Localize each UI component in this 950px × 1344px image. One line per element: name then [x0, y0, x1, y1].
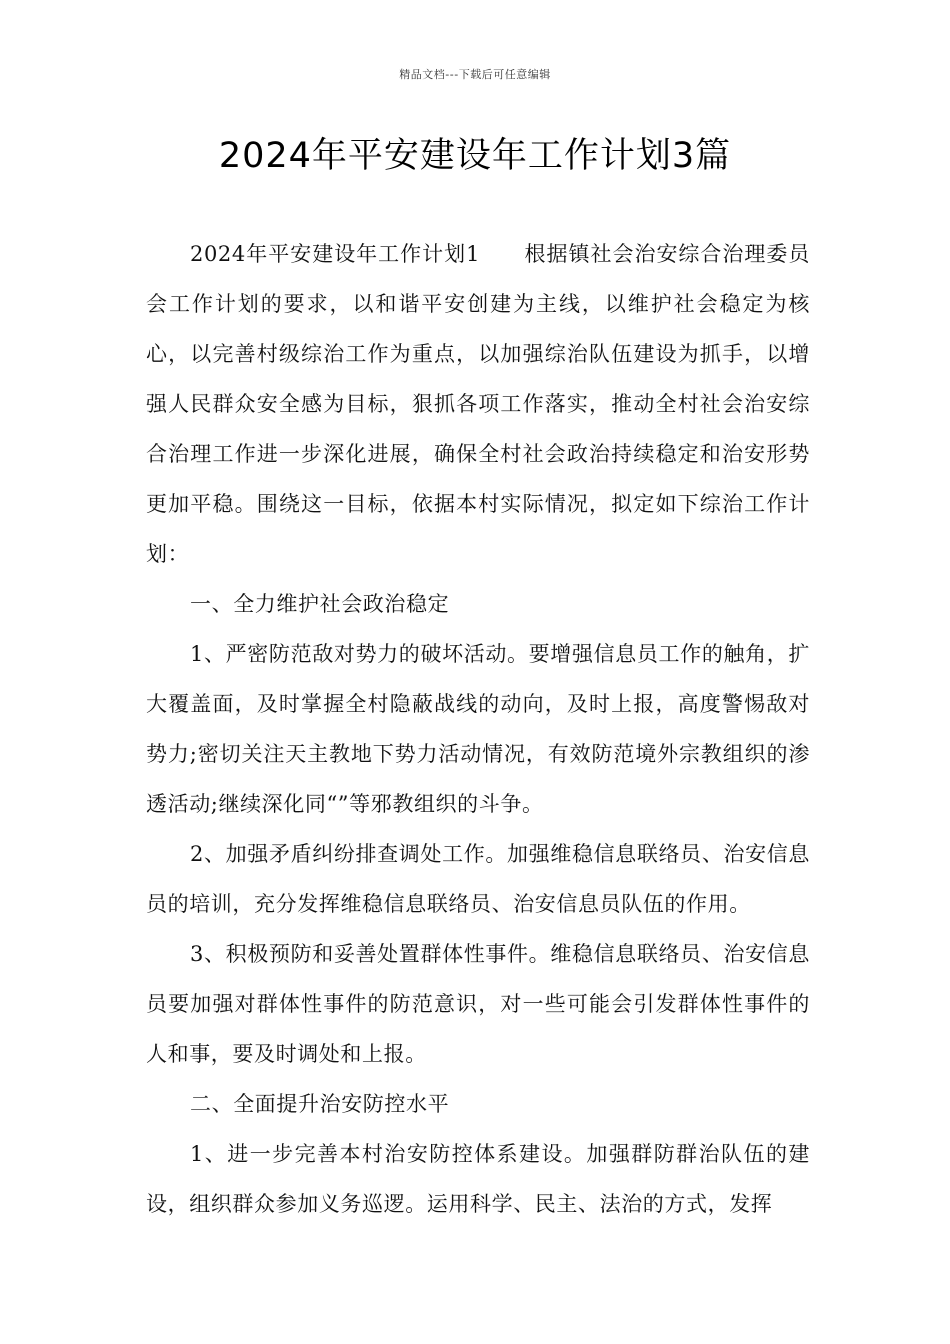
paragraph-1-1: 1、严密防范敌对势力的破坏活动。要增强信息员工作的触角，扩大覆盖面，及时掌握全村隐蔽战线的动向，及时上报，高度警惕敌对势力;密切关注天主教地下势力活动情况，有效防范境外宗教组织的渗透活动;继续深化同“”等邪教组织的斗争。 — [146, 642, 810, 816]
document-title: 2024年平安建设年工作计划3篇 — [218, 136, 732, 176]
intro-lead: 2024年平安建设年工作计划1 — [190, 242, 481, 266]
intro-paragraph — [146, 229, 810, 579]
section-heading-2: 二、全面提升治安防控水平 — [190, 1092, 450, 1116]
document-body — [146, 229, 810, 1229]
paragraph-1-2: 2、加强矛盾纠纷排查调处工作。加强维稳信息联络员、治安信息员的培训，充分发挥维稳信息联络员、治安信息员队伍的作用。 — [146, 842, 810, 916]
header-note: 精品文档---下载后可任意编辑 — [399, 68, 551, 81]
intro-text: 根据镇社会治安综合治理委员会工作计划的要求，以和谐平安创建为主线，以维护社会稳定为核心，以完善村级综治工作为重点，以加强综治队伍建设为抓手，以增强人民群众安全感为目标，狠抓各项工作落实，推动全村社会治安综合治理工作进一步深化进展，确保全村社会政治持续稳定和治安形势更加平稳。围绕这一目标，依据本村实际情况，拟定如下综治工作计划： — [146, 242, 810, 566]
paragraph-1-3: 3、积极预防和妥善处置群体性事件。维稳信息联络员、治安信息员要加强对群体性事件的防范意识，对一些可能会引发群体性事件的人和事，要及时调处和上报。 — [146, 942, 810, 1066]
paragraph-2-1: 1、进一步完善本村治安防控体系建设。加强群防群治队伍的建设，组织群众参加义务巡逻。运用科学、民主、法治的方式，发挥 — [146, 1142, 810, 1216]
section-heading-1: 一、全力维护社会政治稳定 — [190, 592, 450, 616]
